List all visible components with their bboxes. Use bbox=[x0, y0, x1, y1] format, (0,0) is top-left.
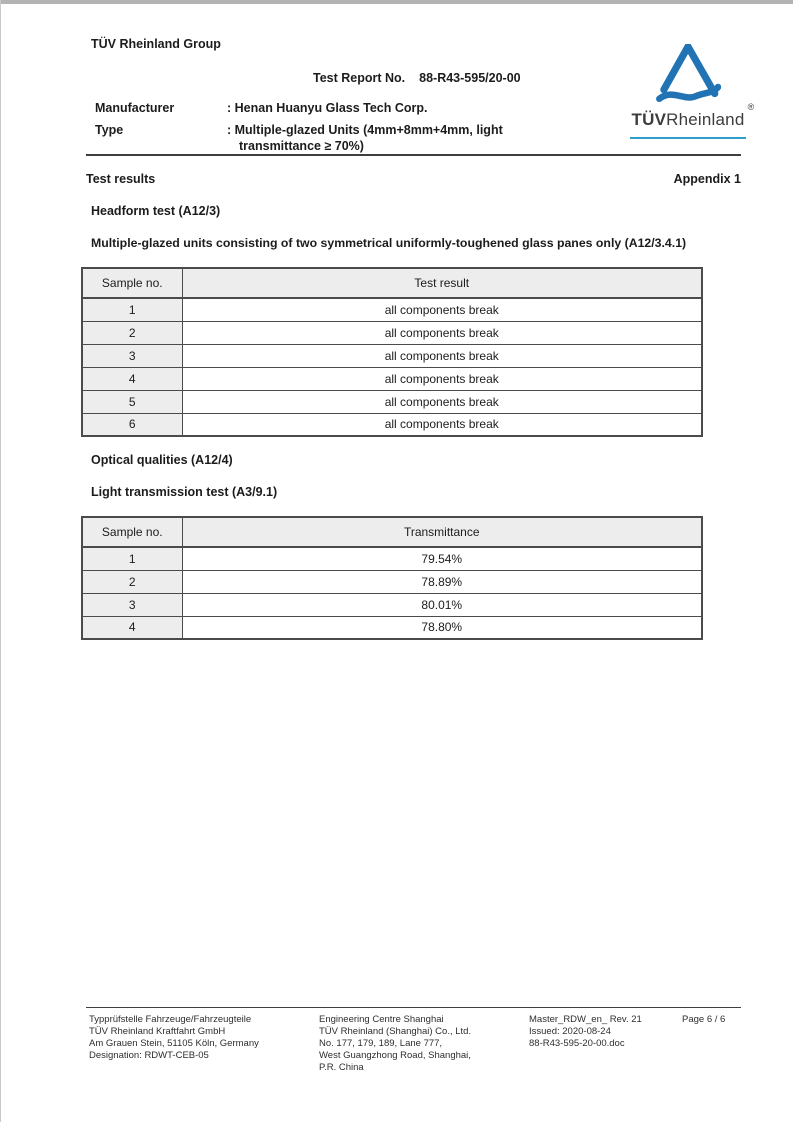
table-row bbox=[82, 413, 702, 436]
type-row bbox=[95, 122, 655, 154]
footer-line: Engineering Centre Shanghai bbox=[319, 1014, 444, 1025]
test-results-heading: Test results bbox=[86, 172, 156, 186]
page-top-strip bbox=[1, 0, 793, 4]
table-row bbox=[82, 547, 702, 570]
transmission-results-table bbox=[81, 516, 703, 640]
sample-no-cell: 1 bbox=[82, 547, 182, 570]
footer-line: Designation: RDWT-CEB-05 bbox=[89, 1050, 209, 1061]
group-title: TÜV Rheinland Group bbox=[91, 37, 221, 51]
optical-qualities-heading: Optical qualities (A12/4) bbox=[91, 453, 233, 467]
table-header-row bbox=[82, 268, 702, 298]
manufacturer-row bbox=[95, 100, 655, 116]
result-cell: all components break bbox=[182, 390, 702, 413]
transmittance-header: Transmittance bbox=[182, 517, 702, 547]
result-cell: 80.01% bbox=[182, 593, 702, 616]
type-value-line1: : Multiple-glazed Units (4mm+8mm+4mm, light bbox=[227, 123, 503, 137]
result-cell: all components break bbox=[182, 298, 702, 321]
sample-no-cell: 4 bbox=[82, 616, 182, 639]
headform-subtitle: Multiple-glazed units consisting of two symmetrical uniformly-toughened glass panes only (A12/3.4.1) bbox=[91, 236, 687, 250]
footer-engineering-centre-address bbox=[319, 1014, 471, 1074]
footer-test-centre-address bbox=[89, 1014, 259, 1062]
logo-underline bbox=[630, 137, 746, 139]
registered-trademark-icon: ® bbox=[747, 102, 755, 112]
results-heading-row bbox=[86, 172, 741, 186]
sample-no-cell: 5 bbox=[82, 390, 182, 413]
headform-results-table bbox=[81, 267, 703, 437]
result-cell: all components break bbox=[182, 321, 702, 344]
result-cell: all components break bbox=[182, 367, 702, 390]
footer-line: Master_RDW_en_ Rev. 21 bbox=[529, 1014, 642, 1025]
table-row bbox=[82, 593, 702, 616]
result-cell: all components break bbox=[182, 413, 702, 436]
sample-no-cell: 4 bbox=[82, 367, 182, 390]
tuv-rheinland-logo bbox=[629, 44, 755, 139]
footer-line: P.R. China bbox=[319, 1062, 364, 1073]
footer-line: Typprüfstelle Fahrzeuge/Fahrzeugteile bbox=[89, 1014, 252, 1025]
header-divider bbox=[86, 154, 741, 156]
footer-page-number: Page 6 / 6 bbox=[682, 1014, 726, 1025]
sample-no-cell: 3 bbox=[82, 593, 182, 616]
headform-test-heading: Headform test (A12/3) bbox=[91, 204, 221, 218]
manufacturer-label: Manufacturer bbox=[95, 101, 175, 115]
footer-line: Issued: 2020-08-24 bbox=[529, 1026, 611, 1037]
type-value bbox=[227, 122, 503, 154]
test-result-header: Test result bbox=[182, 268, 702, 298]
result-cell: 79.54% bbox=[182, 547, 702, 570]
sample-no-cell: 6 bbox=[82, 413, 182, 436]
result-cell: all components break bbox=[182, 344, 702, 367]
logo-text-tuv: TÜV bbox=[631, 110, 667, 129]
sample-no-cell: 2 bbox=[82, 321, 182, 344]
sample-no-header: Sample no. bbox=[82, 517, 182, 547]
footer-document-info bbox=[529, 1014, 642, 1050]
type-value-line2: transmittance ≥ 70%) bbox=[239, 139, 364, 153]
table-row bbox=[82, 616, 702, 639]
sample-no-cell: 1 bbox=[82, 298, 182, 321]
report-number-value: 88-R43-595/20-00 bbox=[419, 71, 521, 85]
type-label: Type bbox=[95, 123, 124, 137]
footer-line: West Guangzhong Road, Shanghai, bbox=[319, 1050, 471, 1061]
table-row bbox=[82, 298, 702, 321]
spec-rows bbox=[95, 100, 655, 160]
result-cell: 78.89% bbox=[182, 570, 702, 593]
table-row bbox=[82, 390, 702, 413]
tuv-triangle-icon bbox=[655, 44, 721, 104]
footer-divider bbox=[86, 1007, 741, 1008]
footer-line: No. 177, 179, 189, Lane 777, bbox=[319, 1038, 443, 1049]
table-row bbox=[82, 344, 702, 367]
table-header-row bbox=[82, 517, 702, 547]
table-row bbox=[82, 321, 702, 344]
footer-line: TÜV Rheinland (Shanghai) Co., Ltd. bbox=[319, 1026, 472, 1037]
footer-line: Am Grauen Stein, 51105 Köln, Germany bbox=[89, 1038, 259, 1049]
report-number-line bbox=[313, 71, 521, 85]
result-cell: 78.80% bbox=[182, 616, 702, 639]
table-row bbox=[82, 367, 702, 390]
appendix-label: Appendix 1 bbox=[673, 172, 741, 186]
report-number-label: Test Report No. bbox=[313, 71, 406, 85]
light-transmission-heading: Light transmission test (A3/9.1) bbox=[91, 485, 278, 499]
logo-wordmark bbox=[631, 102, 755, 130]
manufacturer-value: : Henan Huanyu Glass Tech Corp. bbox=[227, 101, 428, 115]
footer-line: 88-R43-595-20-00.doc bbox=[529, 1038, 625, 1049]
sample-no-cell: 2 bbox=[82, 570, 182, 593]
footer-line: TÜV Rheinland Kraftfahrt GmbH bbox=[89, 1026, 226, 1037]
sample-no-header: Sample no. bbox=[82, 268, 182, 298]
sample-no-cell: 3 bbox=[82, 344, 182, 367]
table-row bbox=[82, 570, 702, 593]
logo-text-rheinland: Rheinland bbox=[666, 110, 745, 129]
